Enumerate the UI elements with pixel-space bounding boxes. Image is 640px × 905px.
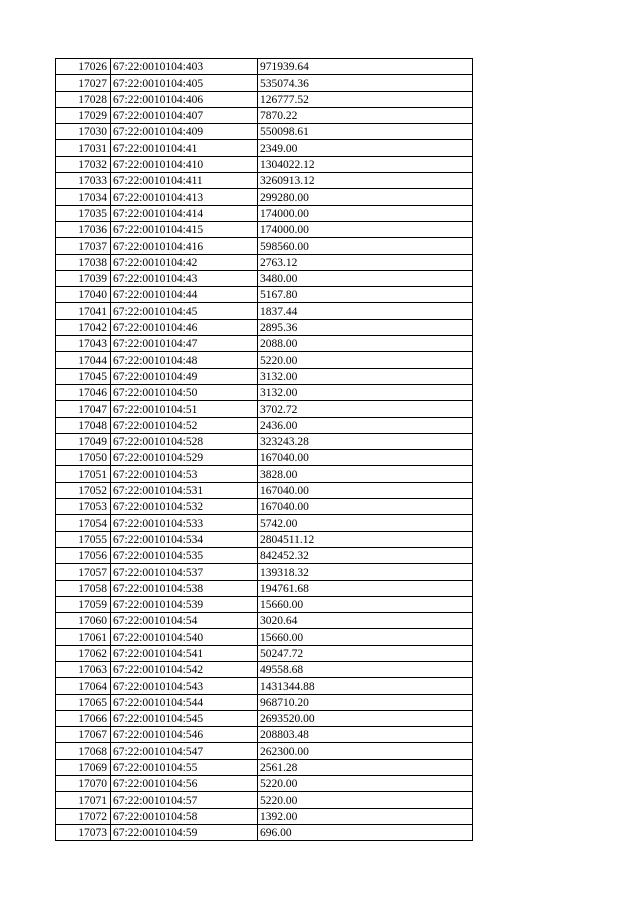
value-cell: 262300.00	[258, 743, 473, 759]
cadastral-number-cell: 67:22:0010104:540	[111, 629, 258, 645]
table-row	[56, 384, 473, 400]
table-row	[56, 205, 473, 221]
value-cell: 842452.32	[258, 547, 473, 563]
cadastral-number-cell: 67:22:0010104:414	[111, 205, 258, 221]
cadastral-number-cell: 67:22:0010104:415	[111, 221, 258, 237]
row-number-cell: 17035	[56, 205, 111, 221]
value-cell: 1304022.12	[258, 156, 473, 172]
table-row	[56, 173, 473, 189]
row-number-cell: 17065	[56, 694, 111, 710]
table-row	[56, 515, 473, 531]
value-cell: 174000.00	[258, 205, 473, 221]
table-row	[56, 75, 473, 91]
table-row	[56, 368, 473, 384]
row-number-cell: 17052	[56, 482, 111, 498]
table-row	[56, 352, 473, 368]
table-row	[56, 270, 473, 286]
cadastral-number-cell: 67:22:0010104:53	[111, 466, 258, 482]
table-row	[56, 156, 473, 172]
row-number-cell: 17037	[56, 238, 111, 254]
row-number-cell: 17044	[56, 352, 111, 368]
cadastral-number-cell: 67:22:0010104:537	[111, 564, 258, 580]
row-number-cell: 17073	[56, 824, 111, 840]
value-cell: 1837.44	[258, 303, 473, 319]
row-number-cell: 17048	[56, 417, 111, 433]
value-cell: 139318.32	[258, 564, 473, 580]
row-number-cell: 17053	[56, 499, 111, 515]
cadastral-number-cell: 67:22:0010104:532	[111, 499, 258, 515]
row-number-cell: 17032	[56, 156, 111, 172]
table-row	[56, 238, 473, 254]
row-number-cell: 17062	[56, 645, 111, 661]
cadastral-number-cell: 67:22:0010104:50	[111, 384, 258, 400]
value-cell: 1431344.88	[258, 678, 473, 694]
table-row	[56, 319, 473, 335]
row-number-cell: 17058	[56, 580, 111, 596]
row-number-cell: 17051	[56, 466, 111, 482]
cadastral-number-cell: 67:22:0010104:403	[111, 59, 258, 75]
value-cell: 696.00	[258, 824, 473, 840]
cadastral-number-cell: 67:22:0010104:41	[111, 140, 258, 156]
value-cell: 2561.28	[258, 759, 473, 775]
cadastral-number-cell: 67:22:0010104:413	[111, 189, 258, 205]
row-number-cell: 17028	[56, 91, 111, 107]
cadastral-value-table	[55, 58, 473, 841]
cadastral-number-cell: 67:22:0010104:531	[111, 482, 258, 498]
cadastral-number-cell: 67:22:0010104:57	[111, 792, 258, 808]
table-row	[56, 140, 473, 156]
value-cell: 3020.64	[258, 613, 473, 629]
cadastral-number-cell: 67:22:0010104:529	[111, 450, 258, 466]
row-number-cell: 17049	[56, 433, 111, 449]
row-number-cell: 17042	[56, 319, 111, 335]
table-row	[56, 59, 473, 75]
cadastral-number-cell: 67:22:0010104:48	[111, 352, 258, 368]
value-cell: 3132.00	[258, 368, 473, 384]
value-cell: 3480.00	[258, 270, 473, 286]
value-cell: 167040.00	[258, 450, 473, 466]
row-number-cell: 17026	[56, 59, 111, 75]
cadastral-number-cell: 67:22:0010104:543	[111, 678, 258, 694]
row-number-cell: 17057	[56, 564, 111, 580]
cadastral-number-cell: 67:22:0010104:534	[111, 531, 258, 547]
row-number-cell: 17067	[56, 727, 111, 743]
value-cell: 3828.00	[258, 466, 473, 482]
cadastral-number-cell: 67:22:0010104:411	[111, 173, 258, 189]
table-row	[56, 287, 473, 303]
value-cell: 323243.28	[258, 433, 473, 449]
table-row	[56, 808, 473, 824]
value-cell: 550098.61	[258, 124, 473, 140]
table-row	[56, 189, 473, 205]
table-row	[56, 221, 473, 237]
row-number-cell: 17068	[56, 743, 111, 759]
cadastral-number-cell: 67:22:0010104:58	[111, 808, 258, 824]
value-cell: 2693520.00	[258, 710, 473, 726]
cadastral-number-cell: 67:22:0010104:49	[111, 368, 258, 384]
table-row	[56, 401, 473, 417]
value-cell: 3260913.12	[258, 173, 473, 189]
value-cell: 126777.52	[258, 91, 473, 107]
row-number-cell: 17055	[56, 531, 111, 547]
row-number-cell: 17038	[56, 254, 111, 270]
table-row	[56, 596, 473, 612]
value-cell: 49558.68	[258, 661, 473, 677]
table-row	[56, 91, 473, 107]
value-cell: 2088.00	[258, 336, 473, 352]
row-number-cell: 17070	[56, 776, 111, 792]
cadastral-number-cell: 67:22:0010104:55	[111, 759, 258, 775]
table-row	[56, 499, 473, 515]
cadastral-number-cell: 67:22:0010104:538	[111, 580, 258, 596]
row-number-cell: 17034	[56, 189, 111, 205]
cadastral-number-cell: 67:22:0010104:56	[111, 776, 258, 792]
value-cell: 5220.00	[258, 352, 473, 368]
value-cell: 5167.80	[258, 287, 473, 303]
cadastral-number-cell: 67:22:0010104:47	[111, 336, 258, 352]
row-number-cell: 17066	[56, 710, 111, 726]
table-row	[56, 547, 473, 563]
row-number-cell: 17064	[56, 678, 111, 694]
table-row	[56, 645, 473, 661]
value-cell: 167040.00	[258, 499, 473, 515]
row-number-cell: 17061	[56, 629, 111, 645]
table-row	[56, 661, 473, 677]
value-cell: 968710.20	[258, 694, 473, 710]
row-number-cell: 17039	[56, 270, 111, 286]
row-number-cell: 17036	[56, 221, 111, 237]
value-cell: 15660.00	[258, 629, 473, 645]
value-cell: 208803.48	[258, 727, 473, 743]
cadastral-number-cell: 67:22:0010104:528	[111, 433, 258, 449]
table-row	[56, 678, 473, 694]
table-row	[56, 580, 473, 596]
table-row	[56, 759, 473, 775]
table-row	[56, 776, 473, 792]
table-row	[56, 417, 473, 433]
value-cell: 5742.00	[258, 515, 473, 531]
table-row	[56, 124, 473, 140]
value-cell: 50247.72	[258, 645, 473, 661]
row-number-cell: 17029	[56, 107, 111, 123]
value-cell: 1392.00	[258, 808, 473, 824]
row-number-cell: 17046	[56, 384, 111, 400]
cadastral-number-cell: 67:22:0010104:544	[111, 694, 258, 710]
cadastral-number-cell: 67:22:0010104:541	[111, 645, 258, 661]
value-cell: 2763.12	[258, 254, 473, 270]
table-row	[56, 433, 473, 449]
row-number-cell: 17040	[56, 287, 111, 303]
value-cell: 15660.00	[258, 596, 473, 612]
row-number-cell: 17030	[56, 124, 111, 140]
value-cell: 194761.68	[258, 580, 473, 596]
row-number-cell: 17071	[56, 792, 111, 808]
cadastral-number-cell: 67:22:0010104:545	[111, 710, 258, 726]
value-cell: 3702.72	[258, 401, 473, 417]
table-row	[56, 303, 473, 319]
table-row	[56, 254, 473, 270]
value-cell: 174000.00	[258, 221, 473, 237]
cadastral-number-cell: 67:22:0010104:51	[111, 401, 258, 417]
cadastral-number-cell: 67:22:0010104:547	[111, 743, 258, 759]
cadastral-number-cell: 67:22:0010104:539	[111, 596, 258, 612]
table-row	[56, 107, 473, 123]
value-cell: 2895.36	[258, 319, 473, 335]
cadastral-number-cell: 67:22:0010104:405	[111, 75, 258, 91]
row-number-cell: 17047	[56, 401, 111, 417]
value-cell: 167040.00	[258, 482, 473, 498]
cadastral-number-cell: 67:22:0010104:59	[111, 824, 258, 840]
cadastral-number-cell: 67:22:0010104:410	[111, 156, 258, 172]
row-number-cell: 17031	[56, 140, 111, 156]
table-row	[56, 792, 473, 808]
cadastral-number-cell: 67:22:0010104:535	[111, 547, 258, 563]
value-cell: 2804511.12	[258, 531, 473, 547]
table-row	[56, 482, 473, 498]
table-row	[56, 531, 473, 547]
value-cell: 2436.00	[258, 417, 473, 433]
table-row	[56, 743, 473, 759]
value-cell: 7870.22	[258, 107, 473, 123]
cadastral-number-cell: 67:22:0010104:546	[111, 727, 258, 743]
table-body	[56, 59, 473, 841]
row-number-cell: 17060	[56, 613, 111, 629]
cadastral-number-cell: 67:22:0010104:416	[111, 238, 258, 254]
table-row	[56, 466, 473, 482]
cadastral-number-cell: 67:22:0010104:45	[111, 303, 258, 319]
row-number-cell: 17054	[56, 515, 111, 531]
cadastral-number-cell: 67:22:0010104:406	[111, 91, 258, 107]
row-number-cell: 17027	[56, 75, 111, 91]
row-number-cell: 17043	[56, 336, 111, 352]
value-cell: 5220.00	[258, 776, 473, 792]
table-row	[56, 629, 473, 645]
row-number-cell: 17059	[56, 596, 111, 612]
cadastral-number-cell: 67:22:0010104:52	[111, 417, 258, 433]
value-cell: 3132.00	[258, 384, 473, 400]
cadastral-number-cell: 67:22:0010104:44	[111, 287, 258, 303]
cadastral-number-cell: 67:22:0010104:409	[111, 124, 258, 140]
row-number-cell: 17072	[56, 808, 111, 824]
cadastral-number-cell: 67:22:0010104:42	[111, 254, 258, 270]
row-number-cell: 17069	[56, 759, 111, 775]
cadastral-number-cell: 67:22:0010104:43	[111, 270, 258, 286]
value-cell: 971939.64	[258, 59, 473, 75]
cadastral-number-cell: 67:22:0010104:54	[111, 613, 258, 629]
row-number-cell: 17056	[56, 547, 111, 563]
row-number-cell: 17045	[56, 368, 111, 384]
value-cell: 2349.00	[258, 140, 473, 156]
value-cell: 299280.00	[258, 189, 473, 205]
row-number-cell: 17063	[56, 661, 111, 677]
table-row	[56, 727, 473, 743]
cadastral-number-cell: 67:22:0010104:46	[111, 319, 258, 335]
cadastral-number-cell: 67:22:0010104:407	[111, 107, 258, 123]
table-row	[56, 694, 473, 710]
cadastral-number-cell: 67:22:0010104:542	[111, 661, 258, 677]
table-row	[56, 564, 473, 580]
row-number-cell: 17041	[56, 303, 111, 319]
cadastral-number-cell: 67:22:0010104:533	[111, 515, 258, 531]
table-row	[56, 824, 473, 840]
value-cell: 598560.00	[258, 238, 473, 254]
table-row	[56, 613, 473, 629]
value-cell: 5220.00	[258, 792, 473, 808]
row-number-cell: 17050	[56, 450, 111, 466]
table-row	[56, 710, 473, 726]
value-cell: 535074.36	[258, 75, 473, 91]
table-row	[56, 450, 473, 466]
table-row	[56, 336, 473, 352]
row-number-cell: 17033	[56, 173, 111, 189]
